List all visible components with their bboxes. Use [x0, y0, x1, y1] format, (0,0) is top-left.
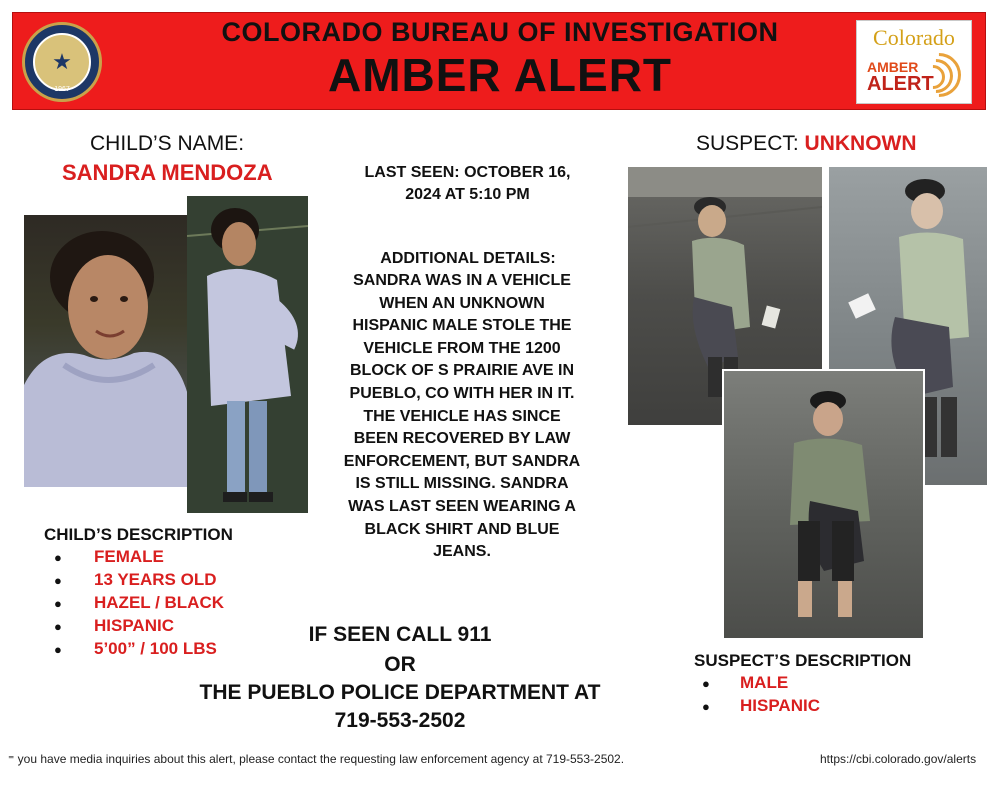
- last-seen-line: 2024 AT 5:10 PM: [405, 186, 530, 203]
- child-photo-standing: [187, 196, 308, 513]
- bullet-icon: ●: [54, 550, 62, 566]
- details-line: IS STILL MISSING. SANDRA: [355, 475, 569, 493]
- child-ethnicity: HISPANIC: [94, 616, 174, 635]
- suspect-value: UNKNOWN: [804, 132, 917, 155]
- seal-emblem: ★: [33, 33, 91, 91]
- list-item: [54, 593, 224, 616]
- bullet-icon: ●: [54, 573, 62, 589]
- suspect-label-text: SUSPECT:: [696, 132, 799, 155]
- details-text: [312, 270, 612, 564]
- details-line: SANDRA WAS IN A VEHICLE: [353, 272, 571, 289]
- suspect-sex: MALE: [740, 673, 789, 692]
- list-item: [702, 696, 820, 719]
- child-closeup-illustration: [24, 215, 188, 487]
- call-or: OR: [384, 653, 416, 676]
- details-line: THE VEHICLE HAS SINCE: [363, 407, 561, 425]
- last-seen-block: [325, 162, 610, 206]
- call-phone-number: 719-553-2502: [334, 709, 466, 732]
- child-description-list: [54, 547, 224, 662]
- child-standing-illustration: [187, 196, 308, 513]
- list-item: [54, 639, 224, 662]
- logo-state-text: Colorado: [873, 25, 955, 50]
- list-item: [702, 673, 820, 696]
- call-911: IF SEEN CALL 911: [308, 623, 492, 646]
- details-line: VEHICLE FROM THE 1200: [363, 339, 561, 357]
- child-photo-closeup: [24, 215, 188, 487]
- details-line: WAS LAST SEEN WEARING A: [348, 497, 576, 515]
- bullet-icon: ●: [54, 596, 62, 612]
- seal-year: 1967: [54, 86, 70, 93]
- alert-title: AMBER ALERT: [327, 49, 673, 101]
- suspect-description-list: [702, 673, 820, 719]
- details-line: HISPANIC MALE STOLE THE: [352, 317, 572, 335]
- list-item: [54, 616, 224, 639]
- bullet-icon: ●: [54, 642, 62, 658]
- logo-amber-text: AMBER: [867, 59, 919, 75]
- child-eyes-hair: HAZEL / BLACK: [94, 593, 225, 612]
- signal-wave-icon: [908, 44, 970, 106]
- media-inquiry-note: ⁼ you have media inquiries about this alert, please contact the requesting law enforcement agency at 719-553-2502.: [8, 752, 625, 766]
- agency-title: COLORADO BUREAU OF INVESTIGATION: [221, 17, 779, 47]
- suspect-ethnicity: HISPANIC: [740, 696, 820, 715]
- details-line: ENFORCEMENT, BUT SANDRA: [343, 452, 581, 470]
- details-line: BEEN RECOVERED BY LAW: [353, 430, 571, 448]
- colorado-amber-alert-logo: [856, 20, 972, 104]
- child-age: 13 YEARS OLD: [94, 570, 217, 589]
- details-line: BLOCK OF S PRAIRIE AVE IN: [349, 362, 574, 380]
- details-heading: ADDITIONAL DETAILS:: [380, 250, 556, 267]
- bullet-icon: ●: [54, 619, 62, 635]
- bullet-icon: ●: [702, 676, 710, 692]
- suspect-label: [696, 132, 917, 156]
- child-name-label: CHILD’S NAME:: [90, 132, 245, 155]
- logo-alert-text: ALERT: [867, 73, 934, 95]
- child-name: SANDRA MENDOZA: [62, 160, 273, 185]
- list-item: [54, 570, 224, 593]
- details-line: BLACK SHIRT AND BLUE: [364, 520, 560, 538]
- call-police-department: THE PUEBLO POLICE DEPARTMENT AT: [199, 681, 601, 704]
- list-item: [54, 547, 224, 570]
- child-height-weight: 5’00” / 100 LBS: [94, 639, 217, 658]
- details-line: JEANS.: [433, 543, 491, 561]
- suspect-photo-3: [722, 369, 925, 640]
- details-line: PUEBLO, CO WITH HER IN IT.: [349, 384, 575, 402]
- details-line: WHEN AN UNKNOWN: [379, 294, 545, 312]
- alerts-url[interactable]: https://cbi.colorado.gov/alerts: [820, 752, 977, 766]
- child-description-title: CHILD’S DESCRIPTION: [44, 525, 233, 544]
- suspect-description-title: SUSPECT’S DESCRIPTION: [694, 651, 912, 670]
- last-seen-line: LAST SEEN: OCTOBER 16,: [364, 164, 571, 181]
- child-sex: FEMALE: [94, 547, 164, 566]
- bullet-icon: ●: [702, 699, 710, 715]
- suspect-illustration-3: [724, 371, 923, 638]
